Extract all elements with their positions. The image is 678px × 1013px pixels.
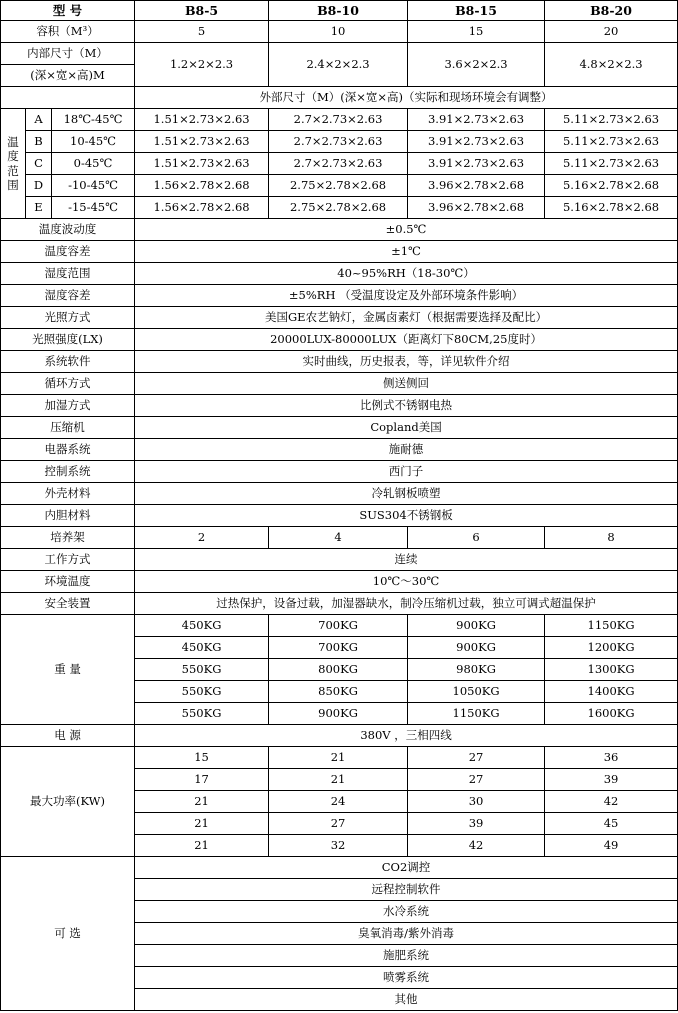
- spec-value: ±1℃: [135, 241, 678, 263]
- max-power-value: 39: [408, 813, 545, 835]
- max-power-value: 27: [408, 747, 545, 769]
- temp-range-code: C: [26, 153, 52, 175]
- outer-size-value: 3.91×2.73×2.63: [408, 131, 545, 153]
- temp-range-row: [1, 197, 678, 219]
- spec-label: 光照强度(LX): [1, 329, 135, 351]
- model-name: B8-10: [269, 1, 408, 21]
- outer-size-value: 2.75×2.78×2.68: [269, 197, 408, 219]
- outer-size-value: 1.51×2.73×2.63: [135, 153, 269, 175]
- optional-item: 水冷系统: [135, 901, 678, 923]
- spec-label: 温度容差: [1, 241, 135, 263]
- temp-range-value: 0-45℃: [52, 153, 135, 175]
- spec-row: [1, 549, 678, 571]
- outer-size-value: 5.16×2.78×2.68: [545, 197, 678, 219]
- model-name: B8-5: [135, 1, 269, 21]
- spec-label: 工作方式: [1, 549, 135, 571]
- outer-size-value: 3.96×2.78×2.68: [408, 197, 545, 219]
- optional-row: [1, 857, 678, 879]
- spec-value: 冷轧钢板喷塑: [135, 483, 678, 505]
- temp-range-value: -10-45℃: [52, 175, 135, 197]
- outer-size-value: 1.51×2.73×2.63: [135, 131, 269, 153]
- spec-label: 温度波动度: [1, 219, 135, 241]
- temp-range-row: [1, 175, 678, 197]
- model-name: B8-20: [545, 1, 678, 21]
- outer-size-value: 1.56×2.78×2.68: [135, 197, 269, 219]
- weight-value: 850KG: [269, 681, 408, 703]
- temp-range-value: 10-45℃: [52, 131, 135, 153]
- outer-size-value: 2.7×2.73×2.63: [269, 153, 408, 175]
- temp-range-code: E: [26, 197, 52, 219]
- temp-range-code: B: [26, 131, 52, 153]
- optional-item: 臭氧消毒/紫外消毒: [135, 923, 678, 945]
- weight-value: 1600KG: [545, 703, 678, 725]
- max-power-value: 21: [135, 835, 269, 857]
- max-power-value: 39: [545, 769, 678, 791]
- temp-range-value: 18℃-45℃: [52, 109, 135, 131]
- spec-row: [1, 417, 678, 439]
- spec-value: SUS304不锈钢板: [135, 505, 678, 527]
- outer-size-value: 5.11×2.73×2.63: [545, 153, 678, 175]
- weight-value: 1200KG: [545, 637, 678, 659]
- spec-value: Copland美国: [135, 417, 678, 439]
- max-power-value: 42: [545, 791, 678, 813]
- max-power-value: 27: [269, 813, 408, 835]
- spec-value: ±0.5℃: [135, 219, 678, 241]
- inner-size-row: [1, 43, 678, 65]
- spec-value: 美国GE农艺钠灯，金属卤素灯（根据需要选择及配比）: [135, 307, 678, 329]
- spec-label: 电器系统: [1, 439, 135, 461]
- weight-value: 550KG: [135, 703, 269, 725]
- inner-size-label-2: (深×宽×高)M: [1, 65, 135, 87]
- max-power-value: 21: [269, 747, 408, 769]
- spec-value: 40~95%RH（18-30℃）: [135, 263, 678, 285]
- model-header: 型 号: [1, 1, 135, 21]
- spec-row: [1, 571, 678, 593]
- spec-row: [1, 505, 678, 527]
- outer-size-value: 2.7×2.73×2.63: [269, 131, 408, 153]
- weight-value: 800KG: [269, 659, 408, 681]
- weight-value: 550KG: [135, 659, 269, 681]
- outer-size-heading-row: [1, 87, 678, 109]
- weight-value: 450KG: [135, 615, 269, 637]
- spec-row: [1, 461, 678, 483]
- spec-label: 内胆材料: [1, 505, 135, 527]
- spec-value: 过热保护，设备过载，加湿器缺水，制冷压缩机过载，独立可调式超温保护: [135, 593, 678, 615]
- weight-value: 900KG: [269, 703, 408, 725]
- temp-range-code: A: [26, 109, 52, 131]
- weight-value: 1150KG: [545, 615, 678, 637]
- volume-row: [1, 21, 678, 43]
- volume-value: 5: [135, 21, 269, 43]
- weight-row: [1, 615, 678, 637]
- outer-size-value: 3.91×2.73×2.63: [408, 109, 545, 131]
- spec-value: ±5%RH （受温度设定及外部环境条件影响）: [135, 285, 678, 307]
- weight-label: 重 量: [1, 615, 135, 725]
- outer-size-value: 1.51×2.73×2.63: [135, 109, 269, 131]
- spec-row: [1, 593, 678, 615]
- max-power-value: 21: [135, 791, 269, 813]
- spec-row: [1, 219, 678, 241]
- max-power-value: 27: [408, 769, 545, 791]
- outer-size-value: 1.56×2.78×2.68: [135, 175, 269, 197]
- spec-label: 湿度容差: [1, 285, 135, 307]
- max-power-value: 42: [408, 835, 545, 857]
- max-power-value: 30: [408, 791, 545, 813]
- power-source-value: 380V ，三相四线: [135, 725, 678, 747]
- power-source-label: 电 源: [1, 725, 135, 747]
- max-power-value: 45: [545, 813, 678, 835]
- spec-label: 湿度范围: [1, 263, 135, 285]
- spec-row: [1, 263, 678, 285]
- max-power-value: 36: [545, 747, 678, 769]
- racks-value: 6: [408, 527, 545, 549]
- weight-value: 900KG: [408, 637, 545, 659]
- inner-size-value: 1.2×2×2.3: [135, 43, 269, 87]
- weight-value: 550KG: [135, 681, 269, 703]
- spec-label: 系统软件: [1, 351, 135, 373]
- racks-row: [1, 527, 678, 549]
- volume-value: 20: [545, 21, 678, 43]
- max-power-value: 21: [135, 813, 269, 835]
- spec-row: [1, 483, 678, 505]
- spec-row: [1, 373, 678, 395]
- spec-label: 循环方式: [1, 373, 135, 395]
- inner-size-value: 3.6×2×2.3: [408, 43, 545, 87]
- racks-value: 2: [135, 527, 269, 549]
- model-name: B8-15: [408, 1, 545, 21]
- temp-range-row: [1, 153, 678, 175]
- spec-row: [1, 285, 678, 307]
- weight-value: 1300KG: [545, 659, 678, 681]
- spec-label: 安全装置: [1, 593, 135, 615]
- max-power-value: 32: [269, 835, 408, 857]
- temp-range-row: [1, 131, 678, 153]
- outer-size-value: 5.16×2.78×2.68: [545, 175, 678, 197]
- spec-label: 压缩机: [1, 417, 135, 439]
- spec-value: 施耐德: [135, 439, 678, 461]
- spec-value: 10℃～30℃: [135, 571, 678, 593]
- volume-label: 容积（M³）: [1, 21, 135, 43]
- inner-size-value: 4.8×2×2.3: [545, 43, 678, 87]
- temp-range-code: D: [26, 175, 52, 197]
- spec-row: [1, 351, 678, 373]
- outer-size-heading: 外部尺寸（M）(深×宽×高)（实际和现场环境会有调整）: [135, 87, 678, 109]
- weight-value: 450KG: [135, 637, 269, 659]
- weight-value: 700KG: [269, 615, 408, 637]
- max-power-value: 21: [269, 769, 408, 791]
- outer-size-value: 3.96×2.78×2.68: [408, 175, 545, 197]
- optional-item: 远程控制软件: [135, 879, 678, 901]
- weight-value: 980KG: [408, 659, 545, 681]
- optional-item: 施肥系统: [135, 945, 678, 967]
- spec-row: [1, 439, 678, 461]
- max-power-label: 最大功率(KW): [1, 747, 135, 857]
- volume-value: 15: [408, 21, 545, 43]
- temp-range-group-label: 温 度 范 围: [1, 109, 26, 219]
- inner-size-value: 2.4×2×2.3: [269, 43, 408, 87]
- weight-value: 700KG: [269, 637, 408, 659]
- outer-size-value: 5.11×2.73×2.63: [545, 109, 678, 131]
- spec-label: 光照方式: [1, 307, 135, 329]
- header-row: [1, 1, 678, 21]
- outer-size-value: 2.7×2.73×2.63: [269, 109, 408, 131]
- max-power-value: 24: [269, 791, 408, 813]
- optional-item: CO2调控: [135, 857, 678, 879]
- spec-value: 实时曲线，历史报表，等，详见软件介绍: [135, 351, 678, 373]
- spec-row: [1, 241, 678, 263]
- temp-range-value: -15-45℃: [52, 197, 135, 219]
- spec-row: [1, 395, 678, 417]
- spec-row: [1, 329, 678, 351]
- optional-item: 喷雾系统: [135, 967, 678, 989]
- spec-value: 20000LUX-80000LUX（距离灯下80CM,25度时）: [135, 329, 678, 351]
- racks-label: 培养架: [1, 527, 135, 549]
- outer-size-value: 5.11×2.73×2.63: [545, 131, 678, 153]
- optional-label: 可 选: [1, 857, 135, 1011]
- max-power-value: 17: [135, 769, 269, 791]
- weight-value: 1050KG: [408, 681, 545, 703]
- inner-size-label: 内部尺寸（M）: [1, 43, 135, 65]
- temp-range-row: [1, 109, 678, 131]
- volume-value: 10: [269, 21, 408, 43]
- weight-value: 1400KG: [545, 681, 678, 703]
- spec-value: 比例式不锈钢电热: [135, 395, 678, 417]
- spec-row: [1, 307, 678, 329]
- racks-value: 8: [545, 527, 678, 549]
- max-power-value: 15: [135, 747, 269, 769]
- power-source-row: [1, 725, 678, 747]
- spec-value: 侧送侧回: [135, 373, 678, 395]
- spec-value: 连续: [135, 549, 678, 571]
- max-power-value: 49: [545, 835, 678, 857]
- spec-label: 环境温度: [1, 571, 135, 593]
- spec-value: 西门子: [135, 461, 678, 483]
- spec-label: 加湿方式: [1, 395, 135, 417]
- weight-value: 900KG: [408, 615, 545, 637]
- optional-item: 其他: [135, 989, 678, 1011]
- weight-value: 1150KG: [408, 703, 545, 725]
- spec-label: 外壳材料: [1, 483, 135, 505]
- racks-value: 4: [269, 527, 408, 549]
- outer-size-value: 3.91×2.73×2.63: [408, 153, 545, 175]
- outer-size-heading-blank: [1, 87, 135, 109]
- max-power-row: [1, 747, 678, 769]
- spec-label: 控制系统: [1, 461, 135, 483]
- outer-size-value: 2.75×2.78×2.68: [269, 175, 408, 197]
